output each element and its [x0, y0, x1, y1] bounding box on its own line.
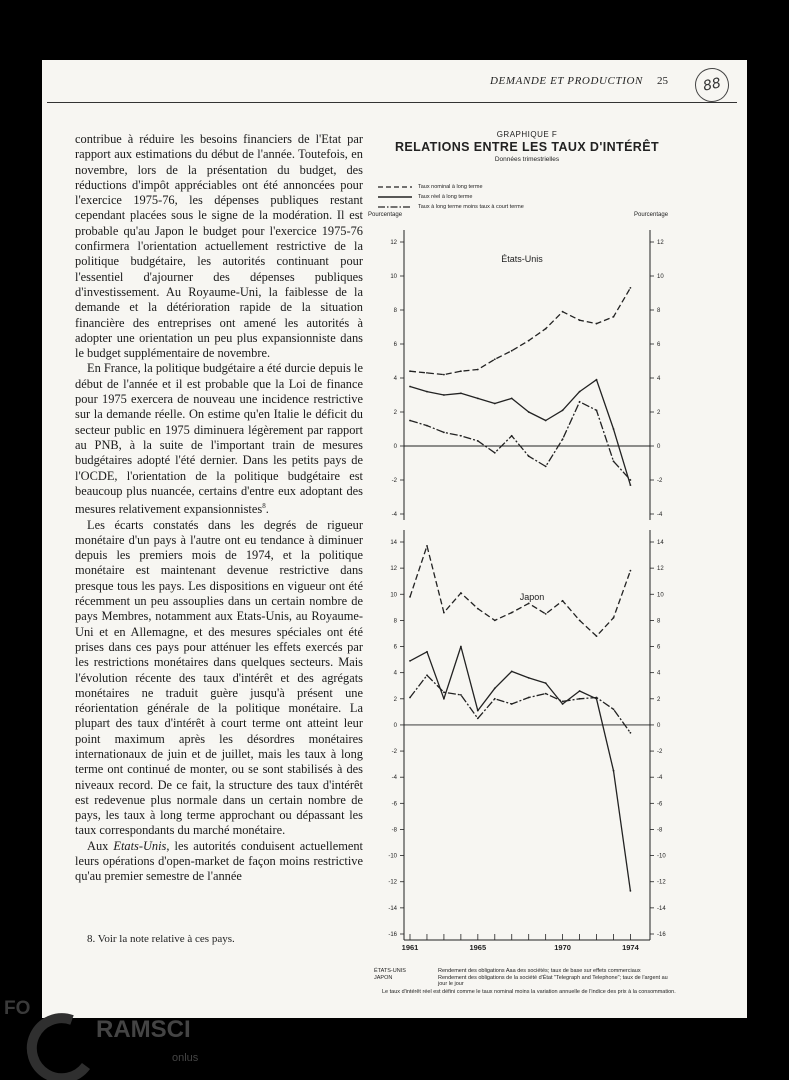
- y-tick-label-right: 4: [657, 376, 661, 382]
- watermark-onlus: onlus: [172, 1052, 199, 1064]
- data-point: [579, 620, 581, 622]
- y-tick-label-right: 2: [657, 696, 661, 703]
- data-point: [545, 420, 547, 422]
- legend-label: Taux nominal à long terme: [418, 184, 483, 190]
- paragraph-2: [75, 361, 363, 517]
- y-tick-label-right: -12: [657, 879, 666, 886]
- data-point: [630, 570, 632, 572]
- data-point: [630, 479, 632, 481]
- data-point: [426, 651, 428, 653]
- y-tick-label-left: -8: [391, 827, 397, 834]
- source-country-japan: JAPON: [374, 975, 393, 981]
- y-tick-label-left: 6: [393, 342, 397, 348]
- x-tick-label: 1961: [401, 943, 419, 952]
- data-point: [630, 890, 632, 892]
- paragraph-2-text: En France, la politique budgétaire a été durcie depuis le début de l'année et il est probable que la Loi de finance pour 1975 exercera de nouveau une incidence restrictive sur la demande réelle. On estime qu'en Italie le déficit du secteur public en 1975 diminuera légèrement par rapport au PNB, à la suite de l'important train de mesures budgétaires adopté l'été dernier. Dans les petits pays de l'OCDE, l'orientation de la politique budgétaire est beaucoup plus nuancée, certains d'entre eux adoptant des mesures relativement expansionnistes: [75, 361, 363, 517]
- source-text-japan: Rendement des obligations de la société d'État "Telegraph and Telephone"; taux de l'argent au jour le jour: [438, 975, 668, 987]
- y-tick-label-right: 8: [657, 308, 661, 314]
- data-point: [630, 484, 632, 486]
- paragraph-4: [75, 839, 363, 885]
- y-tick-label-right: 0: [657, 444, 661, 450]
- y-tick-label-left: 0: [393, 444, 397, 450]
- data-point: [477, 710, 479, 712]
- data-point: [426, 545, 428, 547]
- data-point: [511, 671, 513, 673]
- y-tick-label-left: -10: [388, 853, 397, 860]
- data-point: [596, 379, 598, 381]
- y-tick-label-left: -4: [391, 512, 397, 518]
- data-point: [409, 596, 411, 598]
- y-tick-label-right: 12: [657, 240, 664, 246]
- data-point: [528, 697, 530, 699]
- data-point: [562, 701, 564, 703]
- data-point: [511, 703, 513, 705]
- data-point: [545, 682, 547, 684]
- figure-note: Le taux d'intérêt réel est défini comme le taux nominal moins la variation annuelle de l'indice des prix à la consommation.: [382, 989, 676, 995]
- y-tick-label-left: 0: [393, 722, 397, 729]
- y-tick-label-left: 4: [393, 376, 397, 382]
- panel-title: Japon: [519, 592, 545, 602]
- y-tick-label-right: 6: [657, 342, 661, 348]
- data-point: [443, 394, 445, 396]
- data-point: [494, 452, 496, 454]
- data-point: [630, 287, 632, 289]
- data-point: [494, 620, 496, 622]
- data-point: [596, 635, 598, 637]
- data-point: [460, 370, 462, 372]
- y-tick-label-right: 8: [657, 618, 661, 625]
- data-point: [511, 435, 513, 437]
- page-number: 25: [657, 75, 668, 87]
- y-tick-label-left: -12: [388, 879, 397, 886]
- data-point: [477, 369, 479, 371]
- data-point: [426, 674, 428, 676]
- y-tick-label-left: 2: [393, 696, 397, 703]
- data-point: [545, 328, 547, 330]
- data-point: [409, 420, 411, 422]
- y-tick-label-left: 2: [393, 410, 397, 416]
- y-tick-label-left: 4: [393, 670, 397, 677]
- data-point: [528, 455, 530, 457]
- panel-title: États-Unis: [501, 254, 543, 264]
- y-tick-label-right: -4: [657, 512, 663, 518]
- footnote-ref: 8: [262, 502, 266, 511]
- y-tick-label-right: -2: [657, 749, 663, 756]
- data-point: [494, 358, 496, 360]
- data-point: [511, 612, 513, 614]
- data-point: [443, 374, 445, 376]
- figure-subtitle: Données trimestrielles: [494, 156, 560, 163]
- legend-label: Taux à long terme moins taux à court terme: [418, 204, 524, 210]
- y-tick-label-right: 0: [657, 722, 661, 729]
- watermark-gramsci: RAMSCI: [96, 1016, 191, 1043]
- data-point: [613, 708, 615, 710]
- data-point: [460, 592, 462, 594]
- paragraph-1: contribue à réduire les besoins financiers de l'Etat par rapport aux estimations du début de l'année. Toutefois, en novembre, lors de la présentation du budget, des réductions d'impôt appréciables ont été annoncées pour l'exercice 1975-76, les dépenses publiques restant cependant placées sous le signe de la modération. Il est probable qu'au Japon le budget pour l'exercice 1975-76 confirmera l'orientation actuellement restrictive de la politique budgétaire, les autorités continuant pour l'essentiel d'ajourner des dépenses publiques d'investissement. Au Royaume-Uni, la faiblesse de la demande et la détérioration rapide de la situation financière des entreprises ont amené les autorités à adopter une orientation un peu plus expansionniste dans le budget supplémentaire de novembre.: [75, 132, 363, 361]
- data-point: [528, 340, 530, 342]
- x-tick-label: 1970: [554, 943, 571, 952]
- data-point: [409, 370, 411, 372]
- document-page: [42, 60, 747, 1018]
- data-point: [443, 691, 445, 693]
- data-point: [613, 460, 615, 462]
- data-point: [596, 409, 598, 411]
- data-point: [579, 319, 581, 321]
- y-unit-right: Pourcentage: [634, 212, 669, 218]
- y-tick-label-right: -2: [657, 478, 663, 484]
- data-point: [494, 403, 496, 405]
- data-point: [528, 603, 530, 605]
- y-tick-label-right: 4: [657, 670, 661, 677]
- data-point: [460, 646, 462, 648]
- y-tick-label-left: 6: [393, 644, 397, 651]
- y-tick-label-right: -14: [657, 905, 666, 912]
- y-unit-left: Pourcentage: [368, 212, 403, 218]
- handwritten-page-note: 88: [692, 65, 732, 105]
- y-tick-label-left: -16: [388, 932, 397, 938]
- data-point: [443, 432, 445, 434]
- data-point: [613, 770, 615, 772]
- series-line: [410, 546, 630, 636]
- data-point: [511, 398, 513, 400]
- data-point: [545, 693, 547, 695]
- series-line: [410, 402, 630, 480]
- y-tick-label-right: 6: [657, 644, 661, 651]
- legend-label: Taux réel à long terme: [418, 194, 473, 200]
- data-point: [460, 392, 462, 394]
- data-point: [409, 386, 411, 388]
- paragraph-4-mid: , les autorités conduisent actuellement: [166, 838, 363, 853]
- source-country-us: ÉTATS-UNIS: [374, 968, 406, 974]
- data-point: [494, 687, 496, 689]
- data-point: [409, 660, 411, 662]
- data-point: [477, 608, 479, 610]
- paragraph-3: Les écarts constatés dans les degrés de rigueur monétaire d'un pays à l'autre ont eu tendance à diminuer depuis les premiers mois de 1974, et la politique monétaire est maintenant devenue restrictive dans presque tous les pays. Les dispositions en vigueur ont été récemment un peu assouplies dans un certain nombre de pays Membres, notamment aux Etats-Unis, au Royaume-Uni et en Allemagne, et des mesures spéciales ont été prises dans ces pays pour atténuer les effets exercés par les restrictions monétaires dans quelques secteurs. Mais l'évolution récente des taux d'intérêt et des agrégats monétaires ne traduit guère jusqu'à présent une réorientation générale de la politique monétaire. La plupart des taux d'intérêt à court terme ont atteint leur point maximum après les désordres monétaires internationaux de juin et de juillet, mais les taux à long terme ont continué de monter, ou se sont stabilisés à des niveaux record. De ce fait, la structure des taux d'intérêt est redevenue plus normale dans un certain nombre de pays, les taux à long terme approchant ou dépassant les taux correspondants du marché monétaire.: [75, 517, 363, 838]
- data-point: [613, 428, 615, 430]
- data-point: [477, 718, 479, 720]
- y-tick-label-right: -10: [657, 853, 666, 860]
- y-tick-label-right: -16: [657, 932, 666, 938]
- x-tick-label: 1974: [622, 943, 639, 952]
- data-point: [562, 600, 564, 602]
- data-point: [630, 732, 632, 734]
- data-point: [426, 372, 428, 374]
- data-point: [426, 425, 428, 427]
- y-tick-label-left: 12: [390, 240, 397, 246]
- header-rule: [47, 102, 737, 103]
- figure-supertitle: GRAPHIQUE F: [496, 130, 558, 139]
- watermark: [0, 992, 200, 1080]
- y-tick-label-left: 14: [390, 540, 397, 546]
- data-point: [579, 698, 581, 700]
- data-point: [562, 703, 564, 705]
- y-tick-label-left: -4: [391, 775, 397, 782]
- paragraph-4-italic: Etats-Unis: [113, 838, 167, 853]
- y-tick-label-left: 8: [393, 618, 397, 625]
- y-tick-label-left: -14: [388, 905, 397, 912]
- data-point: [426, 391, 428, 393]
- data-point: [443, 612, 445, 614]
- y-tick-label-right: 14: [657, 540, 664, 546]
- data-point: [528, 677, 530, 679]
- series-line: [410, 647, 630, 891]
- series-line: [410, 288, 630, 375]
- data-point: [443, 698, 445, 700]
- y-tick-label-left: 10: [390, 592, 397, 599]
- x-tick-label: 1965: [469, 943, 487, 952]
- data-point: [409, 697, 411, 699]
- body-text: [75, 132, 363, 885]
- y-tick-label-right: 2: [657, 410, 661, 416]
- data-point: [596, 697, 598, 699]
- data-point: [545, 466, 547, 468]
- y-tick-label-left: 8: [393, 308, 397, 314]
- y-tick-label-right: 12: [657, 566, 664, 573]
- data-point: [545, 613, 547, 615]
- y-tick-label-right: 10: [657, 592, 664, 599]
- source-text-us: Rendement des obligations Aaa des sociétés; taux de base sur effets commerciaux: [438, 968, 641, 974]
- y-tick-label-right: 10: [657, 274, 664, 280]
- y-tick-label-left: -6: [391, 801, 397, 808]
- data-point: [579, 391, 581, 393]
- running-title: DEMANDE ET PRODUCTION: [490, 75, 643, 87]
- data-point: [579, 690, 581, 692]
- data-point: [579, 401, 581, 403]
- data-point: [613, 316, 615, 318]
- data-point: [477, 440, 479, 442]
- data-point: [528, 411, 530, 413]
- data-point: [562, 409, 564, 411]
- data-point: [562, 311, 564, 313]
- data-point: [613, 617, 615, 619]
- data-point: [511, 350, 513, 352]
- figure-title: RELATIONS ENTRE LES TAUX D'INTÉRÊT: [394, 140, 660, 154]
- paragraph-4-rest: leurs opérations d'open-market de façon moins restrictive qu'au premier semestre de l'année: [75, 854, 363, 884]
- y-tick-label-left: 10: [390, 274, 397, 280]
- figure: [368, 130, 742, 1010]
- y-tick-label-right: -8: [657, 827, 663, 834]
- data-point: [460, 435, 462, 437]
- paragraph-4-start: Aux: [87, 838, 114, 853]
- watermark-fo: FO: [4, 998, 31, 1019]
- data-point: [562, 438, 564, 440]
- data-point: [494, 698, 496, 700]
- data-point: [477, 398, 479, 400]
- data-point: [596, 323, 598, 325]
- chart-area: [372, 130, 742, 952]
- y-tick-label-left: -2: [391, 478, 397, 484]
- footnote: 8. Voir la note relative à ces pays.: [87, 933, 235, 945]
- y-tick-label-right: -6: [657, 801, 663, 808]
- y-tick-label-left: -2: [391, 749, 397, 756]
- y-tick-label-right: -4: [657, 775, 663, 782]
- paragraph-2-end: .: [265, 502, 269, 517]
- y-tick-label-left: 12: [390, 566, 397, 573]
- data-point: [460, 694, 462, 696]
